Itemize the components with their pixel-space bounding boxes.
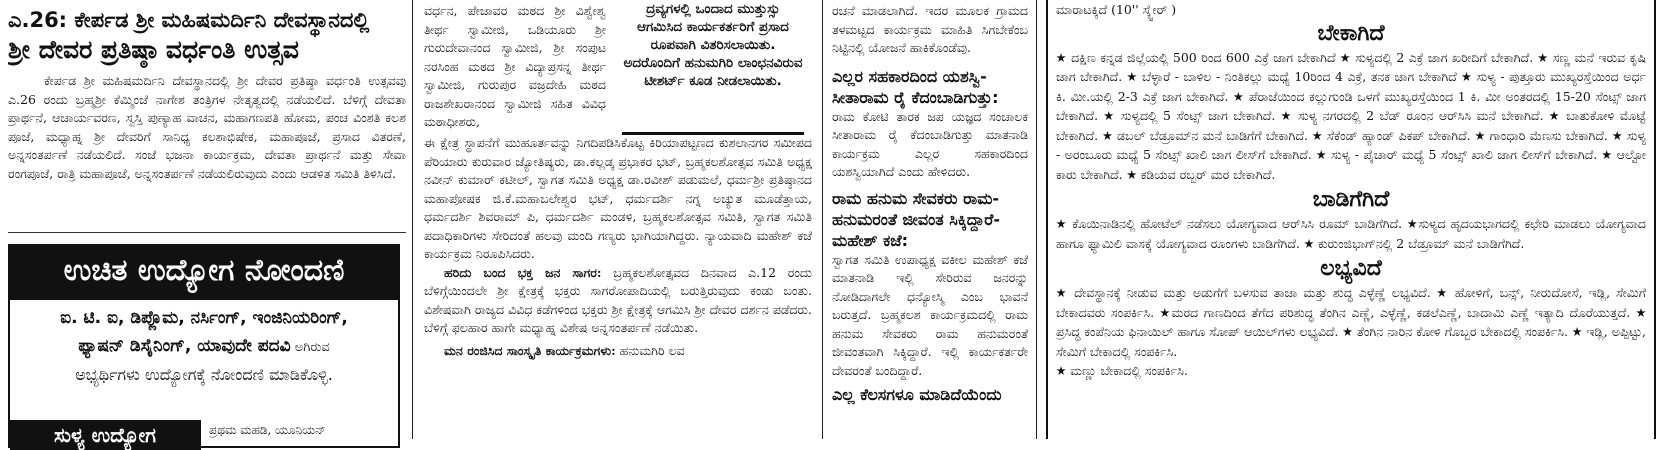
highlight-box-text: ದ್ರವ್ಯಗಳಲ್ಲಿ ಒಂದಾದ ಮುತ್ತುಸ್ಸು ಆಗಮಿಸಿದ ಕಾರ್ಯಕರ್ತರಿಗೆ ಪ್ರಸಾದ ರೂಪವಾಗಿ ವಿತರಿಸಲಾಯಿತು. ಅದರೊಂದಿಗೆ ಹನುಮಗಿರಿ ಲಾಂಛನವಿರುವ ಟೀಶರ್ಟ್ ಕೂಡ ನೀಡಲಾಯಿತು.	[623, 1, 803, 89]
available-last-item: ★ ಮಣ್ಣು ಬೇಕಾದಲ್ಲಿ ಸಂಪರ್ಕಿಸಿ.	[1056, 363, 1188, 378]
col2-paragraph-3-head: ಮನ ರಂಜಿಸಿದ ಸಾಂಸ್ಕೃತಿ ಕಾರ್ಯಕ್ರಮಗಳು:	[444, 342, 616, 358]
highlight-box	[622, 0, 804, 135]
ad-line-2-rest: ಅಗಿರುವ	[290, 340, 330, 355]
ad-line-1: ಐ. ಟಿ. ಐ, ಡಿಪ್ಲೊಮ, ನರ್ಸಿಂಗ್, ಇಂಜಿನಿಯರಿಂಗ್,	[60, 308, 348, 328]
ad-line-2	[10, 332, 398, 362]
col3-subheading-1: ಎಲ್ಲರ ಸಹಕಾರದಿಂದ ಯಶಸ್ವಿ-ಸೀತಾರಾಮ ರೈ ಕೆದಂಬಾಡಿಗುತ್ತು:	[832, 66, 999, 107]
article-headline-line1: ಎ.26: ಕೇರ್ಪಡ ಶ್ರೀ ಮಹಿಷಮರ್ದಿನಿ ದೇವಸ್ಥಾನದಲ್ಲಿ	[8, 8, 370, 32]
classifieds-top-line: ಮಾರಾಟಕ್ಕಿದೆ (10'' ಸ್ಕ್ವೇರ್ )	[1056, 2, 1177, 17]
wanted-heading: ಬೇಕಾಗಿದೆ	[1317, 20, 1385, 46]
column-2	[424, 0, 812, 439]
job-registration-ad	[8, 244, 400, 448]
ad-line-2-bold: ಫ್ಯಾಷನ್ ಡಿಸೈನಿಂಗ್, ಯಾವುದೇ ಪದವಿ	[78, 336, 291, 356]
ad-bottom	[10, 420, 398, 450]
ad-title: ಉಚಿತ ಉದ್ಯೋಗ ನೋಂದಣಿ	[10, 246, 398, 300]
column-3	[832, 0, 1028, 439]
article-body: ಕೇರ್ಪಡ ಶ್ರೀ ಮಹಿಷಮರ್ದಿನಿ ದೇವಸ್ಥಾನದಲ್ಲಿ ಶ್ರೀ ದೇವರ ಪ್ರತಿಷ್ಠಾ ವರ್ಧಂತಿ ಉತ್ಸವವು ಎ.26 ರಂದು ಬ್ರಹ್ಮಶ್ರೀ ಕೆಮ್ಮಿಂಜೆ ನಾಗೇಶ ತಂತ್ರಿಗಳ ನೇತೃತ್ವದಲ್ಲಿ ನಡೆಯಲಿದೆ. ಬೆಳಿಗ್ಗೆ ದೇವತಾ ಪ್ರಾರ್ಥನೆ, ಆಚಾರ್ಯವರಣ, ಸ್ವಸ್ತಿ ಪುಣ್ಯಾಹ ವಾಚನ, ಮಹಾಗಣಪತಿ ಹೋಮ, ಪಂಚ ವಿಂಶತಿ ಕಲಶ ಪೂಜೆ, ಮಧ್ಯಾಹ್ನ ಶ್ರೀ ದೇವರಿಗೆ ಸಾನಿಧ್ಯ ಕಲಶಾಭಿಷೇಕ, ಮಹಾಪೂಜೆ, ಪ್ರಸಾದ ವಿತರಣೆ, ಅನ್ನಸಂತರ್ಪಣೆ ನಡೆಯಲಿದೆ. ಸಂಜೆ ಭಜನಾ ಕಾರ್ಯಕ್ರಮ, ದೇವತಾ ಪ್ರಾರ್ಥನೆ ಮತ್ತು ಸೇವಾ ರಂಗಪೂಜೆ, ರಾತ್ರಿ ಮಹಾಪೂಜೆ, ಅನ್ನಸಂತರ್ಪಣೆ ನಡೆಯಲಿರುವುದು ಎಂದು ಆಡಳಿತ ಸಮಿತಿ ತಿಳಿಸಿದೆ.	[8, 73, 406, 181]
column-1-divider	[8, 232, 406, 233]
col3-top-paragraph: ರಚನೆ ಮಾಡಲಾಗಿದೆ. ಇದರ ಮೂಲಕ ಗ್ರಾಮದ ತಳಮಟ್ಟದ ಕಾರ್ಯಕ್ರಮ ಮಾಹಿತಿ ಸಿಗಬೇಕೆಂಬ ನಿಟ್ಟಿನಲ್ಲಿ ಯೋಜನೆ ಹಾಕಿಕೊಂಡೆವು.	[832, 3, 1028, 55]
article-headline-line2: ಶ್ರೀ ದೇವರ ಪ್ರತಿಷ್ಠಾ ವರ್ಧಂತಿ ಉತ್ಸವ	[8, 35, 299, 64]
classifieds-panel	[1046, 0, 1656, 439]
col2-paragraph-2-text: ಬ್ರಹ್ಮಕಲಶೋತ್ಸವದ ದಿನವಾದ ಎ.12 ರಂದು ಬೆಳಿಗ್ಗೆಯಿಂದಲೇ ಶ್ರೀ ಕ್ಷೇತ್ರಕ್ಕೆ ಭಕ್ತರು ಸಾಗರೋಪಾದಿಯಲ್ಲಿ ಬರುತ್ತಿರುವುದು ಕಂಡು ಬಂತು. ವಿಶೇಷವಾಗಿ ರಾಜ್ಯದ ವಿವಿಧ ಕಡೆಗಳಿಂದ ಭಕ್ತರು ಶ್ರೀ ಕ್ಷೇತ್ರಕ್ಕೆ ಆಗಮಿಸಿ ಶ್ರೀ ದೇವರ ದರ್ಶನ ಪಡೆದರು. ಬೆಳಿಗ್ಗೆ ಫಲಹಾರ ಹಾಗೇ ಮಧ್ಯಾಹ್ನ ವಿಶೇಷ ಅನ್ನಸಂತರ್ಪಣೆ ನಡೆಯಿತು.	[424, 264, 812, 335]
col2-top-paragraph: ವರ್ಧನ, ಪೇಜಾವರ ಮಠದ ಶ್ರೀ ವಿಶ್ವೇಶ್ವ ತೀರ್ಥ ಸ್ವಾಮೀಜಿ, ಒಡಿಯೂರು ಶ್ರೀ ಗುರುದೇವಾನಂದ ಸ್ವಾಮೀಜಿ, ಶ್ರೀ ಸಂಪುಟ ನರಸಿಂಹ ಮಠದ ಶ್ರೀ ವಿದ್ಯಾಪ್ರಸನ್ನ ತೀರ್ಥ ಸ್ವಾಮೀಜಿ, ಗುರುಪುರ ವಜ್ರದೇಹಿ ಮಠದ ರಾಜಶೇಖರಾನಂದ ಸ್ವಾಮೀಜಿ ಸಹಿತ ವಿವಿಧ ಮಠಾಧೀಶರು,	[424, 3, 606, 129]
ad-bottom-left: ಸುಳ್ಯ ಉದ್ಯೋಗ	[10, 420, 200, 450]
col2-paragraph-3-text: ಹನುಮಗಿರಿ ಲವ	[615, 342, 685, 358]
for-rent-heading: ಬಾಡಿಗೆಗಿದೆ	[1312, 187, 1390, 212]
col2-paragraph-3	[424, 342, 812, 361]
wanted-list: ★ ದಕ್ಷಿಣ ಕನ್ನಡ ಜಿಲ್ಲೆಯಲ್ಲಿ 500 ರಿಂದ 600 ಎಕ್ರೆ ಜಾಗ ಬೇಕಾಗಿದೆ ★ ಸುಳ್ಯದಲ್ಲಿ 2 ಎಕ್ರೆ ಜಾಗ ಖರೀದಿಗೆ ಬೇಕಾಗಿದೆ. ★ ಸಣ್ಣ ಮನೆ ಇರುವ ಕೃಷಿ ಜಾಗ ಬೇಕಾಗಿದೆ. ★ ಬೆಳ್ಳಾರೆ - ಬಾಳಿಲ - ನಿಂತಿಕಲ್ಲು ಮಧ್ಯೆ 10ರಿಂದ 4 ಎಕ್ರೆ, ತನಕ ಜಾಗ ಬೇಕಾಗಿದೆ ★ ಸುಳ್ಯ - ಪುತ್ತೂರು ಮುಖ್ಯರಸ್ತೆಯಿಂದ ಅರ್ಧ ಕಿ. ಮೀ.ಯಲ್ಲಿ 2-3 ಎಕ್ರೆ ಜಾಗ ಬೇಕಾಗಿದೆ. ★ ಪೆರಾಜೆಯಿಂದ ಕಲ್ಲುಗುಂಡಿ ಒಳಗೆ ಮುಖ್ಯರಸ್ತೆಯಿಂದ 1 ಕಿ. ಮೀ ಅಂತರದಲ್ಲಿ 15-20 ಸೆಂಟ್ಸ್ ಜಾಗ ಬೇಕಾಗಿದೆ. ★ ಸುಳ್ಯದಲ್ಲಿ 5 ಸೆಂಟ್ಸ್ ಜಾಗ ಬೇಕಾಗಿದೆ. ★ ಸುಳ್ಯ ನಗರದಲ್ಲಿ 2 ಬೆಡ್ ರೂಂನ ಆರ್‌ಸಿಸಿ ಮನೆ ಬೇಕಾಗಿದೆ. ★ ಬಾತುಕೋಳಿ ಮೊಟ್ಟೆ ಬೇಕಾಗಿದೆ. ★ ಡಬಲ್ ಬೆಡ್ರೂಮ್‌ನ ಮನೆ ಬಾಡಿಗೆಗೆ ಬೇಕಾಗಿದೆ. ★ ಸೆಕೆಂಡ್ ಹ್ಯಾಂಡ್ ಪಿಕಪ್ ಬೇಕಾಗಿದೆ. ★ ಗಾಂಧಾರಿ ಮೆಣಸು ಬೇಕಾಗಿದೆ. ★ ಸುಳ್ಯ - ಅರಂಬೂರು ಮಧ್ಯೆ 5 ಸೆಂಟ್ಸ್ ಖಾಲಿ ಜಾಗ ಲೀಸ್‌ಗೆ ಬೇಕಾಗಿದೆ. ★ ಸುಳ್ಯ - ಪೈಚಾರ್ ಮಧ್ಯೆ 5 ಸೆಂಟ್ಸ್ ಖಾಲಿ ಜಾಗ ಲೀಸ್‌ಗೆ ಬೇಕಾಗಿದೆ. ★ ಆಲ್ಟೋ ಕಾರು ಬೇಕಾಗಿದೆ. ★ ಕಡಿಯವ ರಬ್ಬರ್ ಮರ ಬೇಕಾಗಿದೆ.	[1056, 49, 1646, 182]
col3-last-line: ಎಲ್ಲ ಕೆಲಸಗಳೂ ಮಾಡಿದೆಯೆಂದು	[832, 385, 1002, 404]
column-rule-2	[822, 0, 823, 439]
available-heading: ಲಭ್ಯವಿದೆ	[1320, 256, 1382, 281]
col2-paragraph-2	[424, 264, 812, 338]
col3-paragraph-1: ರಾಮ ಕೋಟಿ ತಾರಕ ಜಪ ಯಜ್ಞದ ಸಂಚಾಲಕ ಸೀತಾರಾಮ ರೈ ಕೆದಂಬಾಡಿಗುತ್ತು ಮಾತನಾಡಿ ಕಾರ್ಯಕ್ರಮ ಎಲ್ಲರ ಸಹಕಾರದಿಂದ ಯಶಸ್ವಿಯಾಗಿದೆ ಎಂದು ಹೇಳಿದರು.	[832, 108, 1028, 179]
col2-paragraph-2-head: ಹರಿದು ಬಂದ ಭಕ್ತ ಜನ ಸಾಗರ:	[444, 264, 602, 280]
col2-wide-paragraph: ಈ ಕ್ಷೇತ್ರ ಸ್ಥಾಪನೆಗೆ ಮುಹೂರ್ತವನ್ನು ನಿಗದಿಪಡಿಸಿಕೊಟ್ಟ ಕಿರಿಯಾಪಟ್ಟಣದ ಕುಶಲಾನಗರ ಸಮೀಪದ ಪೆರಿಯಾರು ಕುರುವಾರ ಜ್ಯೋತಿಷ್ಯರು, ಡಾ.ಕಲ್ಲಡ್ಕ ಪ್ರಭಾಕರ ಭಟ್, ಬ್ರಹ್ಮಕಲಶೋತ್ಸವ ಸಮಿತಿ ಅಧ್ಯಕ್ಷ ನವೀನ್ ಕುಮಾರ್ ಕಟೀಲ್, ಸ್ವಾಗತ ಸಮಿತಿ ಅಧ್ಯಕ್ಷ ಡಾ.ರವೀಶ್ ಪಡುಮಲೆ, ಧರ್ಮಶ್ರೀ ಪ್ರತಿಷ್ಠಾನದ ಮಹಾಪೋಷಕ ಜಿ.ಕೆ.ಮಹಾಬಲೇಶ್ವರ ಭಟ್, ಧರ್ಮದರ್ಶಿ ನಗ್ನ ಅಚ್ಯುತ ಮೂಡೆತ್ತಾಯ, ಧರ್ಮದರ್ಶಿ ಶಿವರಾಮ್ ಪಿ, ಧರ್ಮದರ್ಶಿ ಮಂಡಳಿ, ಬ್ರಹ್ಮಕಲಶೋತ್ಸವ ಸಮಿತಿ, ಸ್ವಾಗತ ಸಮಿತಿ ಪದಾಧಿಕಾರಿಗಳು ಸೇರಿದಂತೆ ಹಲವು ಮಂದಿ ಗಣ್ಯರು ಭಾಗಿಯಾಗಿದ್ದರು. ನ್ಯಾಯವಾದಿ ಮಹೇಶ್ ಕಜೆ ಕಾರ್ಯಕ್ರಮ ನಿರೂಪಿಸಿದರು.	[424, 135, 812, 261]
col3-paragraph-2: ಸ್ವಾಗತ ಸಮಿತಿ ಉಪಾಧ್ಯಕ್ಷ ವಕೀಲ ಮಹೇಶ್ ಕಜೆ ಮಾತನಾಡಿ ಇಲ್ಲಿ ಸೇರಿರುವ ಜನರನ್ನು ನೋಡಿದಾಗಲೇ ಧನ್ಯೋಸ್ಮಿ ಎಂಬ ಭಾವನೆ ಬರುತ್ತದೆ. ಬ್ರಹ್ಮಕಲಶ ಕಾರ್ಯಕ್ರಮದಲ್ಲಿ ರಾಮ ಹನುಮ ಸೇವಕರು ರಾಮ ಹನುಮರಂತೆ ಜೀವಂತವಾಗಿ ಸಿಕ್ಕಿದ್ದಾರೆ. ಇಲ್ಲಿ ಕಾರ್ಯಕರ್ತರೇ ದೇವರಂತೆ ಬಂದಿದ್ದಾರೆ.	[832, 251, 1028, 378]
column-rule-1	[412, 0, 413, 439]
ad-line-3: ಅಭ್ಯರ್ಥಿಗಳು ಉದ್ಯೋಗಕ್ಕೆ ನೋಂದಣಿ ಮಾಡಿಕೊಳ್ಳಿ.	[75, 365, 333, 384]
col2-top-row	[424, 0, 812, 134]
col3-subheading-2: ರಾಮ ಹನುಮ ಸೇವಕರು ರಾಮ-ಹನುಮರಂತೆ ಜೀವಂತ ಸಿಕ್ಕಿದ್ದಾರೆ-ಮಹೇಶ್ ಕಜೆ:	[832, 188, 1000, 250]
for-rent-list: ★ ಕೊಯಿನಾಡಿನಲ್ಲಿ ಹೋಟೆಲ್ ನಡೆಸಲು ಯೋಗ್ಯವಾದ ಆರ್‌ಸಿಸಿ ರೂಮ್ ಬಾಡಿಗೆಗಿದೆ. ★ಸುಳ್ಯದ ಹೃದಯಭಾಗದಲ್ಲಿ ಕಛೇರಿ ಮಾಡಲು ಯೋಗ್ಯವಾದ ಹಾಗೂ ಫ್ಯಾಮಿಲಿ ವಾಸಕ್ಕೆ ಯೋಗ್ಯವಾದ ರೂಂಗಳು ಬಾಡಿಗೆಗಿದೆ. ★ ಕುರುಂಜಿಭಾಗ್‌ನಲ್ಲಿ 2 ಬೆಡ್ರೂಮ್ ಮನೆ ಬಾಡಿಗೆಗಿದೆ.	[1056, 216, 1646, 251]
available-list: ★ ದೇವಸ್ಥಾನಕ್ಕೆ ನೀಡುವ ಮತ್ತು ಅಡುಗೆಗೆ ಬಳಸುವ ತಾಜಾ ಮತ್ತು ಶುದ್ಧ ಎಳ್ಳೆಣ್ಣೆ ಲಭ್ಯವಿದೆ. ★ ಹೋಳಿಗೆ, ಬನ್ಸ್, ನೀರುದೋಸೆ, ಇಡ್ಲಿ, ಸೇಮಿಗೆ ಬೇಕಾದವರು ಸಂಪರ್ಕಿಸಿ. ★ಮರದ ಗಾಣದಿಂದ ತೆಗೆದ ಪರಿಶುದ್ಧ ತೆಂಗಿನ ಎಣ್ಣೆ, ಎಳ್ಳೆಣ್ಣೆ, ಕಡಲೆಎಣ್ಣೆ, ಬಾದಾಮಿ ಎಣ್ಣೆ ಇತ್ಯಾದಿ ದೊರೆಯುತ್ತದೆ. ★ ಪ್ರಸಿದ್ಧ ಕಂಪೆನಿಯ ಫಿನಾಯಿಲ್ ಹಾಗೂ ಸೋಪ್ ಆಯಿಲ್‌ಗಳು ಲಭ್ಯವಿದೆ. ★ ತೆಂಗಿನ ನಾರಿನ ಕೋಳಿ ಗೊಬ್ಬರ ಬೇಕಾದಲ್ಲಿ ಸಂಪರ್ಕಿಸಿ. ★ ಇಡ್ಲಿ, ಅಪ್ಪಿಟ್ಟು, ಸೇಮಿಗೆ ಬೇಕಾದಲ್ಲಿ ಸಂಪರ್ಕಿಸಿ.	[1056, 285, 1646, 359]
ad-bottom-right: ಪ್ರಥಮ ಮಹಡಿ, ಯೂನಿಯನ್	[200, 420, 326, 450]
column-rule-3	[1036, 0, 1037, 439]
